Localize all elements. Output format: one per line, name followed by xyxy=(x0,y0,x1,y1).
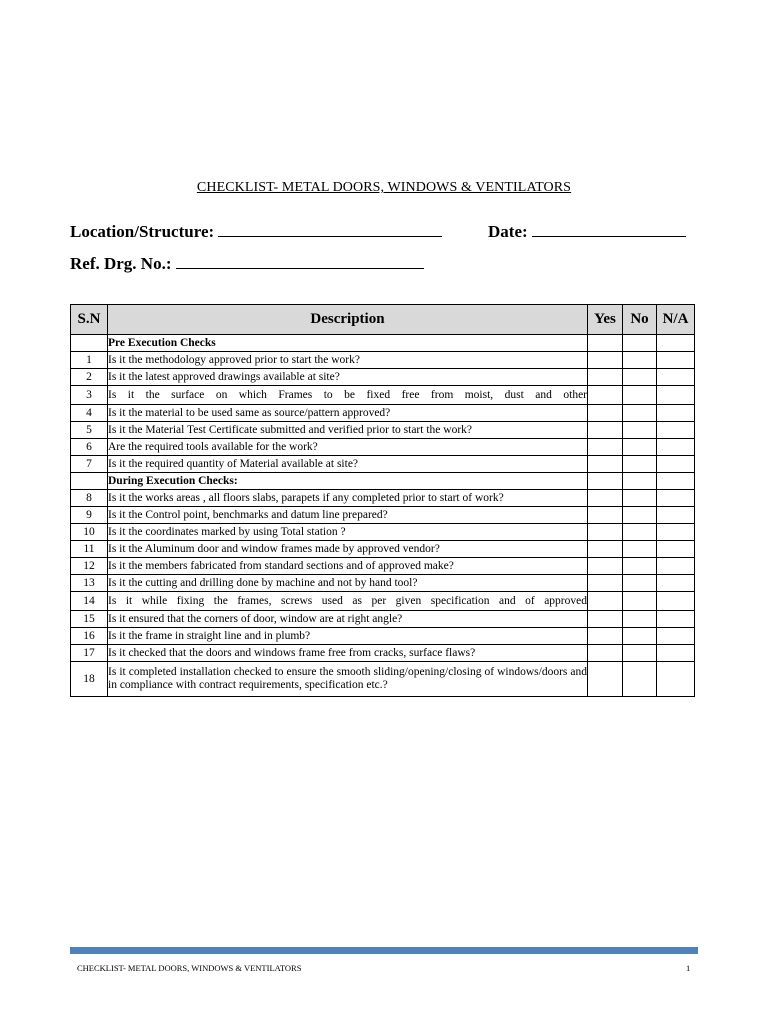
row-description: Is it ensured that the corners of door, window are at right angle? xyxy=(108,611,588,628)
row-description: Is it the Aluminum door and window frames made by approved vendor? xyxy=(108,541,588,558)
answer-no-cell[interactable] xyxy=(623,662,657,697)
answer-na-cell[interactable] xyxy=(657,541,695,558)
answer-no-cell[interactable] xyxy=(623,628,657,645)
table-header-row xyxy=(71,305,695,335)
section-title: Pre Execution Checks xyxy=(108,335,588,352)
answer-na-cell[interactable] xyxy=(657,405,695,422)
section-no-cell xyxy=(623,335,657,352)
table-row xyxy=(71,507,695,524)
answer-no-cell[interactable] xyxy=(623,352,657,369)
row-number: 7 xyxy=(71,456,108,473)
row-description: Is it completed installation checked to ensure the smooth sliding/opening/closing of windows/doors and in compliance with contract requirements, specification etc.? xyxy=(108,662,588,697)
answer-na-cell[interactable] xyxy=(657,611,695,628)
answer-yes-cell[interactable] xyxy=(588,439,623,456)
row-description: Is it the Control point, benchmarks and datum line prepared? xyxy=(108,507,588,524)
table-row xyxy=(71,611,695,628)
answer-yes-cell[interactable] xyxy=(588,575,623,592)
table-row xyxy=(71,558,695,575)
section-row xyxy=(71,473,695,490)
answer-na-cell[interactable] xyxy=(657,507,695,524)
header-sn: S.N xyxy=(71,305,108,335)
location-blank-line xyxy=(218,235,442,237)
section-title: During Execution Checks: xyxy=(108,473,588,490)
table-row xyxy=(71,645,695,662)
row-number: 14 xyxy=(71,592,108,611)
row-number: 6 xyxy=(71,439,108,456)
section-row xyxy=(71,335,695,352)
table-row xyxy=(71,592,695,611)
row-description: Is it the coordinates marked by using Total station ? xyxy=(108,524,588,541)
row-description: Are the required tools available for the work? xyxy=(108,439,588,456)
answer-yes-cell[interactable] xyxy=(588,541,623,558)
answer-yes-cell[interactable] xyxy=(588,611,623,628)
section-yes-cell xyxy=(588,335,623,352)
checklist-table xyxy=(70,304,695,697)
ref-drg-field xyxy=(70,254,424,274)
answer-yes-cell[interactable] xyxy=(588,662,623,697)
table-row xyxy=(71,490,695,507)
row-number: 17 xyxy=(71,645,108,662)
table-row xyxy=(71,369,695,386)
answer-no-cell[interactable] xyxy=(623,386,657,405)
header-description: Description xyxy=(108,305,588,335)
row-number: 3 xyxy=(71,386,108,405)
section-yes-cell xyxy=(588,473,623,490)
answer-na-cell[interactable] xyxy=(657,524,695,541)
ref-drg-label: Ref. Drg. No.: xyxy=(70,254,172,273)
row-description: Is it the required quantity of Material available at site? xyxy=(108,456,588,473)
answer-yes-cell[interactable] xyxy=(588,369,623,386)
answer-no-cell[interactable] xyxy=(623,439,657,456)
answer-no-cell[interactable] xyxy=(623,541,657,558)
answer-no-cell[interactable] xyxy=(623,456,657,473)
row-number: 16 xyxy=(71,628,108,645)
table-row xyxy=(71,352,695,369)
row-number: 11 xyxy=(71,541,108,558)
row-description: Is it the members fabricated from standard sections and of approved make? xyxy=(108,558,588,575)
table-row xyxy=(71,575,695,592)
answer-yes-cell[interactable] xyxy=(588,386,623,405)
row-number: 2 xyxy=(71,369,108,386)
answer-na-cell[interactable] xyxy=(657,369,695,386)
row-description: Is it the Material Test Certificate submitted and verified prior to start the work? xyxy=(108,422,588,439)
answer-yes-cell[interactable] xyxy=(588,628,623,645)
date-label: Date: xyxy=(488,222,528,241)
footer-divider-bar xyxy=(70,947,698,954)
ref-drg-blank-line xyxy=(176,267,424,269)
header-yes: Yes xyxy=(588,305,623,335)
answer-no-cell[interactable] xyxy=(623,405,657,422)
answer-yes-cell[interactable] xyxy=(588,507,623,524)
section-sn-cell xyxy=(71,473,108,490)
table-row xyxy=(71,422,695,439)
answer-no-cell[interactable] xyxy=(623,645,657,662)
answer-no-cell[interactable] xyxy=(623,422,657,439)
document-title: CHECKLIST- METAL DOORS, WINDOWS & VENTILATORS xyxy=(196,180,572,195)
row-number: 9 xyxy=(71,507,108,524)
answer-no-cell[interactable] xyxy=(623,575,657,592)
answer-yes-cell[interactable] xyxy=(588,352,623,369)
answer-yes-cell[interactable] xyxy=(588,524,623,541)
row-description: Is it the surface on which Frames to be fixed free from moist, dust and other xyxy=(108,386,588,405)
answer-na-cell[interactable] xyxy=(657,592,695,611)
answer-yes-cell[interactable] xyxy=(588,405,623,422)
row-description: Is it the cutting and drilling done by machine and not by hand tool? xyxy=(108,575,588,592)
answer-na-cell[interactable] xyxy=(657,490,695,507)
table-row xyxy=(71,541,695,558)
row-number: 15 xyxy=(71,611,108,628)
row-description: Is it the works areas , all floors slabs, parapets if any completed prior to start of work? xyxy=(108,490,588,507)
row-description: Is it while fixing the frames, screws used as per given specification and of approved xyxy=(108,592,588,611)
answer-no-cell[interactable] xyxy=(623,611,657,628)
table-row xyxy=(71,456,695,473)
date-blank-line xyxy=(532,235,686,237)
answer-no-cell[interactable] xyxy=(623,592,657,611)
row-description: Is it checked that the doors and windows frame free from cracks, surface flaws? xyxy=(108,645,588,662)
answer-na-cell[interactable] xyxy=(657,645,695,662)
row-number: 1 xyxy=(71,352,108,369)
answer-no-cell[interactable] xyxy=(623,369,657,386)
row-description: Is it the methodology approved prior to start the work? xyxy=(108,352,588,369)
row-description: Is it the material to be used same as source/pattern approved? xyxy=(108,405,588,422)
answer-na-cell[interactable] xyxy=(657,628,695,645)
answer-yes-cell[interactable] xyxy=(588,645,623,662)
table-row xyxy=(71,524,695,541)
answer-na-cell[interactable] xyxy=(657,575,695,592)
answer-yes-cell[interactable] xyxy=(588,558,623,575)
answer-yes-cell[interactable] xyxy=(588,592,623,611)
answer-na-cell[interactable] xyxy=(657,456,695,473)
answer-na-cell[interactable] xyxy=(657,558,695,575)
location-field xyxy=(70,222,442,242)
table-row xyxy=(71,386,695,405)
table-row xyxy=(71,405,695,422)
answer-na-cell[interactable] xyxy=(657,439,695,456)
section-na-cell xyxy=(657,473,695,490)
answer-na-cell[interactable] xyxy=(657,662,695,697)
table-row xyxy=(71,439,695,456)
table-row xyxy=(71,662,695,697)
row-description: Is it the frame in straight line and in plumb? xyxy=(108,628,588,645)
page-number: 1 xyxy=(686,963,691,973)
answer-yes-cell[interactable] xyxy=(588,456,623,473)
answer-no-cell[interactable] xyxy=(623,524,657,541)
date-field xyxy=(488,222,686,242)
row-number: 10 xyxy=(71,524,108,541)
row-description: Is it the latest approved drawings available at site? xyxy=(108,369,588,386)
answer-yes-cell[interactable] xyxy=(588,422,623,439)
row-number: 12 xyxy=(71,558,108,575)
header-no: No xyxy=(623,305,657,335)
answer-no-cell[interactable] xyxy=(623,507,657,524)
answer-yes-cell[interactable] xyxy=(588,490,623,507)
footer-title: CHECKLIST- METAL DOORS, WINDOWS & VENTILATORS xyxy=(77,963,302,973)
answer-no-cell[interactable] xyxy=(623,558,657,575)
row-number: 8 xyxy=(71,490,108,507)
row-number: 13 xyxy=(71,575,108,592)
row-number: 4 xyxy=(71,405,108,422)
answer-na-cell[interactable] xyxy=(657,422,695,439)
answer-no-cell[interactable] xyxy=(623,490,657,507)
section-no-cell xyxy=(623,473,657,490)
header-na: N/A xyxy=(657,305,695,335)
row-number: 5 xyxy=(71,422,108,439)
location-label: Location/Structure: xyxy=(70,222,215,241)
section-na-cell xyxy=(657,335,695,352)
section-sn-cell xyxy=(71,335,108,352)
answer-na-cell[interactable] xyxy=(657,352,695,369)
row-number: 18 xyxy=(71,662,108,697)
table-row xyxy=(71,628,695,645)
answer-na-cell[interactable] xyxy=(657,386,695,405)
